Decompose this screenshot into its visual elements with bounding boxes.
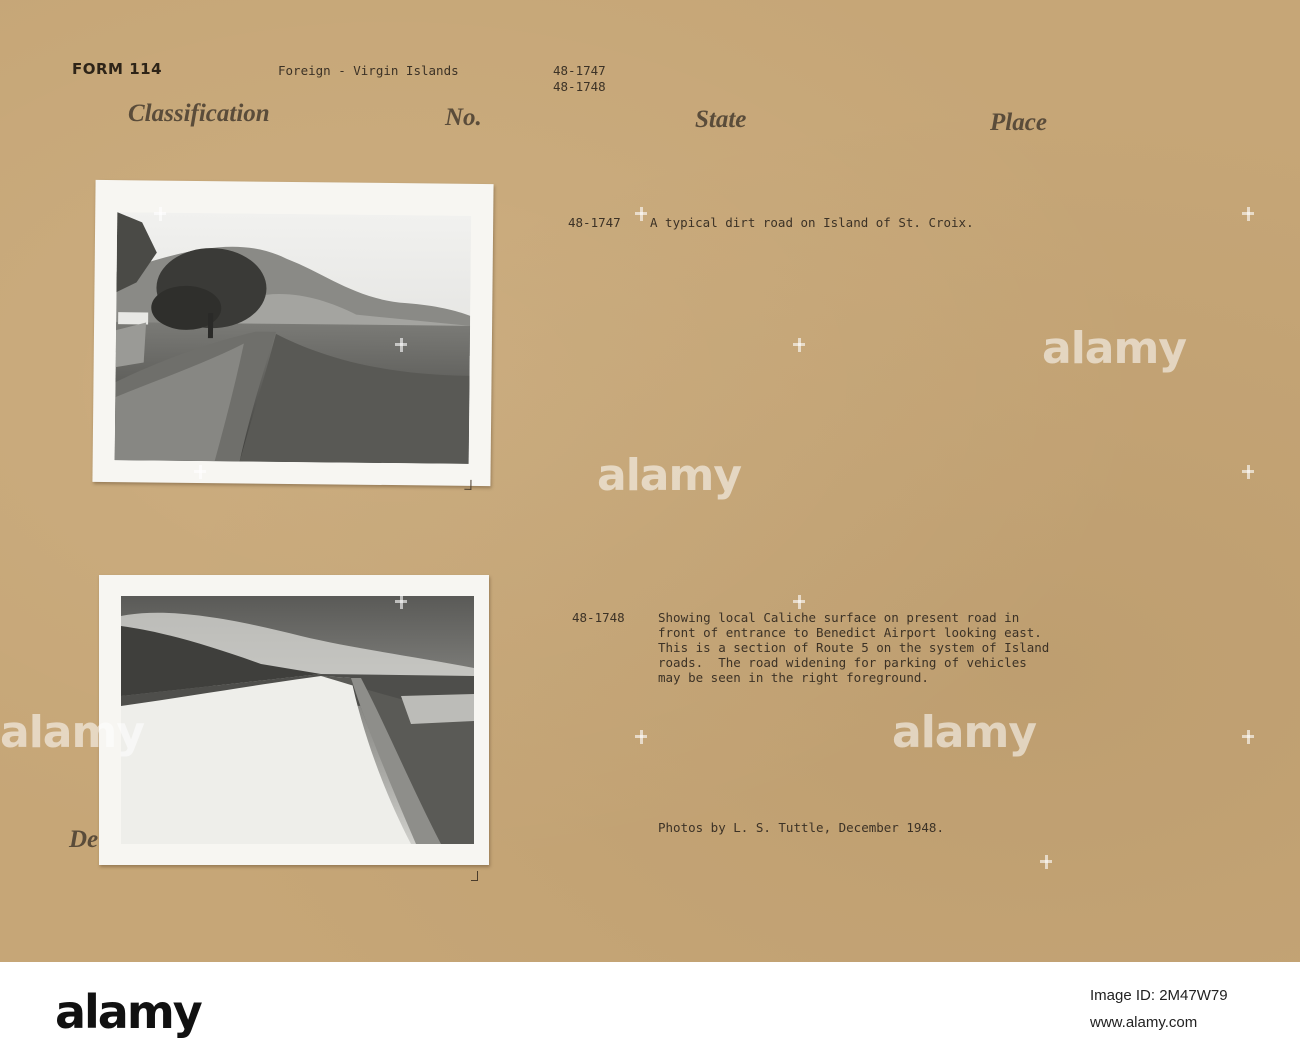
footer-logo: alamy (55, 985, 201, 1039)
footer-url: www.alamy.com (1090, 1014, 1198, 1031)
watermark: alamy (892, 707, 1036, 758)
watermark-cross-icon (154, 207, 166, 221)
watermark-cross-icon (1242, 207, 1254, 221)
entry-2-number: 48-1748 (572, 610, 625, 625)
entry-2-line: front of entrance to Benedict Airport looking east. (658, 625, 1042, 640)
photo-credit: Photos by L. S. Tuttle, December 1948. (658, 820, 944, 835)
watermark: alamy (597, 450, 741, 501)
heading-state: State (695, 106, 747, 133)
entry-2-line: Showing local Caliche surface on present road in (658, 610, 1020, 625)
number-range-first: 48-1747 (553, 63, 606, 78)
corner-mark (471, 871, 478, 881)
series-label: Foreign - Virgin Islands (278, 63, 459, 78)
watermark-cross-icon (395, 595, 407, 609)
entry-1-number: 48-1747 (568, 215, 621, 230)
watermark-cross-icon (635, 730, 647, 744)
heading-no: No. (445, 104, 482, 131)
photo-caliche-road-image (121, 596, 474, 844)
number-range-second: 48-1748 (553, 79, 606, 94)
entry-2-line: roads. The road widening for parking of vehicles (658, 655, 1027, 670)
heading-place: Place (990, 109, 1047, 136)
photo-caliche-road (99, 575, 489, 865)
entry-2-text (658, 610, 1049, 685)
entry-1-text: A typical dirt road on Island of St. Croix. (650, 215, 974, 230)
entry-2-line: This is a section of Route 5 on the system of Island (658, 640, 1050, 655)
photo-dirt-road-image (115, 212, 472, 464)
heading-partial: De (69, 826, 99, 853)
watermark-cross-icon (793, 595, 805, 609)
watermark-cross-icon (1242, 465, 1254, 479)
heading-classification: Classification (128, 100, 270, 127)
watermark-cross-icon (1242, 730, 1254, 744)
watermark: alamy (1042, 323, 1186, 374)
photo-dirt-road (92, 180, 493, 486)
footer-image-id: Image ID: 2M47W79 (1090, 987, 1228, 1004)
entry-2-line: may be seen in the right foreground. (658, 670, 929, 685)
watermark-cross-icon (395, 338, 407, 352)
watermark-cross-icon (635, 207, 647, 221)
watermark-cross-icon (194, 465, 206, 479)
watermark-cross-icon (793, 338, 805, 352)
watermark: alamy (0, 707, 144, 758)
corner-mark (464, 480, 471, 490)
form-number: FORM 114 (72, 60, 163, 78)
watermark-cross-icon (1040, 855, 1052, 869)
